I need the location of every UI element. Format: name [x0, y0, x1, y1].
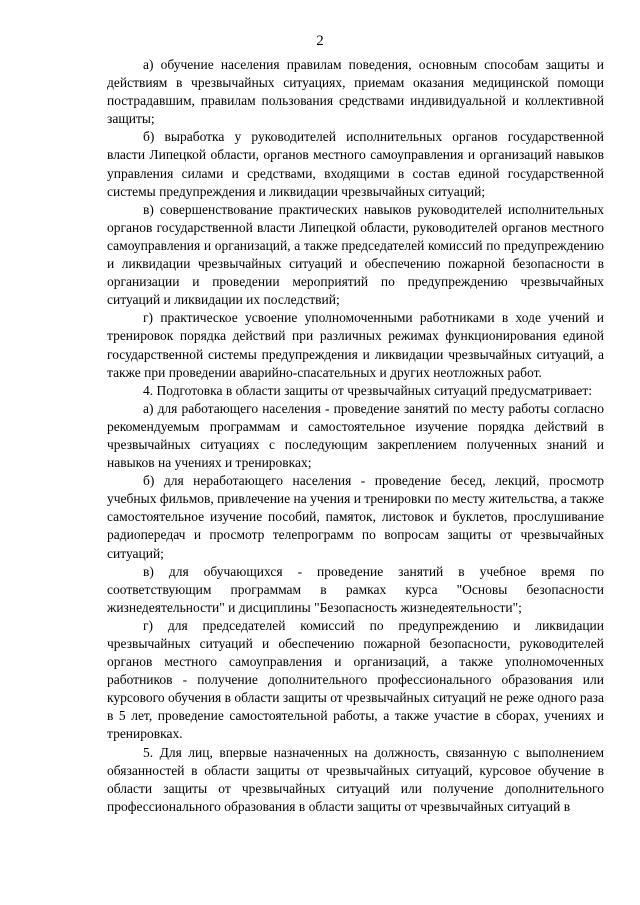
paragraph-1c: в) совершенствование практических навыков руководителей исполнительных органов государственной власти Липецкой области, руководителей органов местного самоуправления и организаций, а также председателей комиссий по предупреждению и ликвидации чрезвычайных ситуаций и обеспечению пожарной безопасности в организации и проведении мероприятий по предупреждению чрезвычайных ситуаций и ликвидации их последствий;: [107, 201, 604, 308]
paragraph-4c: в) для обучающихся - проведение занятий в учебное время по соответствующим программам в рамках курса "Основы безопасности жизнедеятельности" и дисциплины "Безопасность жизнедеятельности";: [107, 563, 604, 615]
paragraph-1a: а) обучение населения правилам поведения, основным способам защиты и действиям в чрезвычайных ситуациях, приемам оказания медицинской помощи пострадавшим, правилам пользования средствами индивидуальной и коллективной защиты;: [107, 57, 604, 127]
paragraph-5: 5. Для лиц, впервые назначенных на должность, связанную с выполнением обязанностей в области защиты от чрезвычайных ситуаций, курсовое обучение в области защиты от чрезвычайных ситуаций или получение дополнительного профессионального образования в области защиты от чрезвычайных ситуаций в: [107, 744, 604, 814]
paragraph-4: 4. Подготовка в области защиты от чрезвычайных ситуаций предусматривает:: [143, 382, 593, 398]
page-number: 2: [316, 33, 324, 49]
paragraph-4b: б) для неработающего населения - проведение бесед, лекций, просмотр учебных фильмов, привлечение на учения и тренировки по месту жительства, а также самостоятельное изучение пособий, памяток, листовок и буклетов, прослушивание радиопередач и просмотр телепрограмм по вопросам защиты от чрезвычайных ситуаций;: [107, 473, 604, 561]
document-body: [107, 56, 604, 816]
paragraph-4a: а) для работающего населения - проведение занятий по месту работы согласно рекомендуемым программам и самостоятельное изучение порядка действий в чрезвычайных ситуациях с последующим закреплением полученных знаний и навыков на учениях и тренировках;: [107, 400, 604, 471]
paragraph-4d: г) для председателей комиссий по предупреждению и ликвидации чрезвычайных ситуаций и обеспечению пожарной безопасности, руководителей органов местного самоуправления и организаций, а также уполномоченных работников - получение дополнительного профессионального образования или курсового обучения в области защиты от чрезвычайных ситуаций не реже одного раза в 5 лет, проведение самостоятельной работы, а также участие в сборах, учениях и тренировках.: [107, 617, 604, 742]
paragraph-1b: б) выработка у руководителей исполнительных органов государственной власти Липецкой области, органов местного самоуправления и организаций навыков управления силами и средствами, входящими в состав единой государственной системы предупреждения и ликвидации чрезвычайных ситуаций;: [107, 129, 604, 199]
paragraph-1d: г) практическое усвоение уполномоченными работниками в ходе учений и тренировок порядка действий при различных режимах функционирования единой государственной системы предупреждения и ликвидации чрезвычайных ситуаций, а также при проведении аварийно-спасательных и других неотложных работ.: [107, 310, 604, 380]
